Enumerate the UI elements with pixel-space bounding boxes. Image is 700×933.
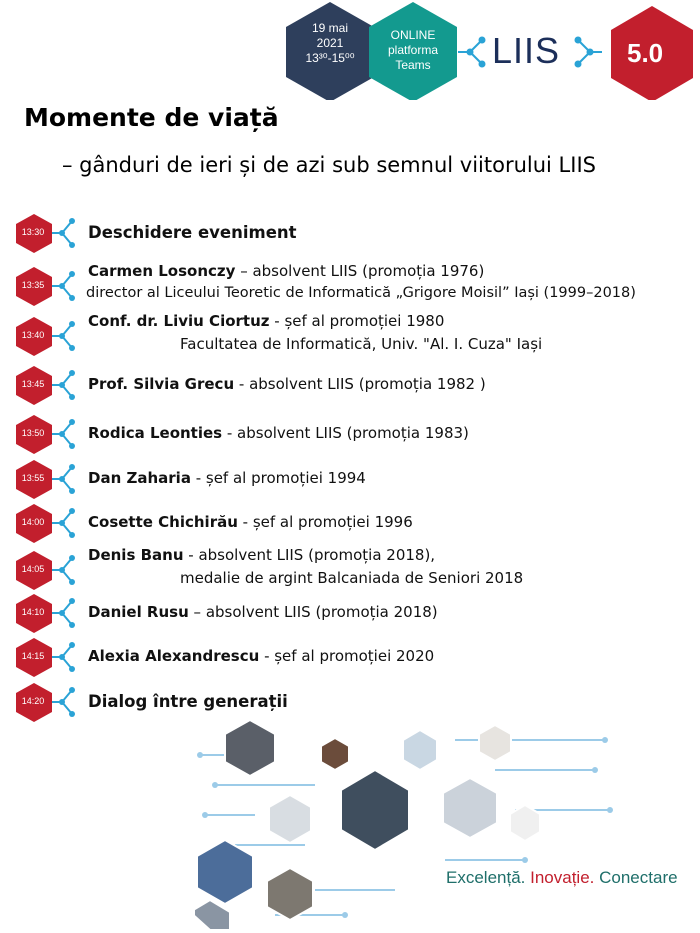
speaker-role: - absolvent LIIS (promoția 2018),: [183, 546, 436, 564]
agenda-item: [0, 414, 700, 454]
agenda-item: [0, 637, 700, 677]
connector-icon: [52, 682, 80, 722]
agenda-line: [88, 647, 434, 665]
time-label: 13:35: [21, 280, 45, 290]
speaker-name: Alexia Alexandrescu: [88, 647, 260, 665]
time-label: 13:55: [21, 473, 45, 483]
time-label: 13:30: [21, 227, 45, 237]
speaker-name: Dan Zaharia: [88, 469, 191, 487]
speaker-name: Dialog între generații: [88, 692, 288, 711]
speaker-role: - șef al promoției 2020: [259, 647, 435, 665]
agenda-item: [0, 312, 700, 358]
speaker-role: – absolvent LIIS (promoția 1976): [235, 262, 485, 280]
agenda-line: [88, 513, 413, 531]
connector-icon: [52, 266, 80, 306]
slogan: [446, 868, 678, 888]
brand-badge-text: 5.0: [627, 38, 664, 68]
agenda-line: [88, 375, 486, 393]
connector-icon: [52, 414, 80, 454]
agenda-line: [88, 469, 366, 487]
speaker-detail: Facultatea de Informatică, Univ. "Al. I. Cuza" Iași: [180, 335, 543, 353]
page-subtitle: – gânduri de ieri și de azi sub semnul viitorului LIIS: [62, 153, 596, 177]
agenda-line: [88, 546, 435, 564]
connector-icon: [52, 316, 80, 356]
speaker-role: – absolvent LIIS (promoția 2018): [188, 603, 438, 621]
connector-icon: [52, 550, 80, 590]
time-label: 14:00: [21, 517, 45, 527]
slogan-innovation: Inovație.: [530, 868, 595, 887]
agenda-line: [88, 223, 297, 242]
speaker-name: Conf. dr. Liviu Ciortuz: [88, 312, 270, 330]
speaker-name: Deschidere eveniment: [88, 223, 297, 242]
time-label: 14:20: [21, 696, 45, 706]
connector-icon: [52, 503, 80, 543]
page-title: Momente de viață: [24, 103, 279, 132]
agenda-item: [0, 503, 700, 543]
agenda-item: [0, 262, 700, 308]
speaker-name: Carmen Losonczy: [88, 262, 236, 280]
connector-icon: [52, 365, 80, 405]
agenda-item: [0, 593, 700, 633]
agenda-item: [0, 459, 700, 499]
slogan-connection: Conectare: [599, 868, 678, 887]
speaker-name: Cosette Chichirău: [88, 513, 238, 531]
tech-collage-image: [195, 700, 615, 930]
speaker-name: Rodica Leonties: [88, 424, 223, 442]
agenda-line: [88, 262, 484, 280]
connector-icon: [52, 213, 80, 253]
event-date: 19 mai 2021 13³⁰-15⁰⁰: [305, 21, 355, 65]
speaker-detail: medalie de argint Balcaniada de Seniori 2018: [180, 569, 524, 587]
time-label: 14:15: [21, 651, 45, 661]
speaker-name: Daniel Rusu: [88, 603, 189, 621]
event-platform: ONLINE platforma Teams: [387, 28, 439, 72]
speaker-name: Prof. Silvia Grecu: [88, 375, 235, 393]
agenda-item: [0, 546, 700, 592]
connector-icon: [52, 593, 80, 633]
time-label: 13:50: [21, 428, 45, 438]
speaker-detail: director al Liceului Teoretic de Informatică „Grigore Moisil” Iași (1999–2018): [86, 285, 636, 301]
time-label: 14:05: [21, 564, 45, 574]
speaker-name: Denis Banu: [88, 546, 184, 564]
speaker-role: - șef al promoției 1996: [237, 513, 413, 531]
agenda-item: [0, 213, 700, 253]
connector-icon: [52, 459, 80, 499]
agenda-line: [88, 424, 469, 442]
speaker-role: - șef al promoției 1980: [269, 312, 445, 330]
agenda-item: [0, 365, 700, 405]
slogan-excellence: Excelență.: [446, 868, 526, 887]
time-label: 13:45: [21, 379, 45, 389]
speaker-role: - șef al promoției 1994: [190, 469, 366, 487]
time-label: 14:10: [21, 607, 45, 617]
agenda-line: [88, 312, 444, 330]
speaker-role: - absolvent LIIS (promoția 1982 ): [234, 375, 486, 393]
liis-logo-text: LIIS: [492, 30, 561, 71]
speaker-role: - absolvent LIIS (promoția 1983): [222, 424, 469, 442]
agenda-line: [88, 603, 438, 621]
time-label: 13:40: [21, 330, 45, 340]
connector-icon: [52, 637, 80, 677]
